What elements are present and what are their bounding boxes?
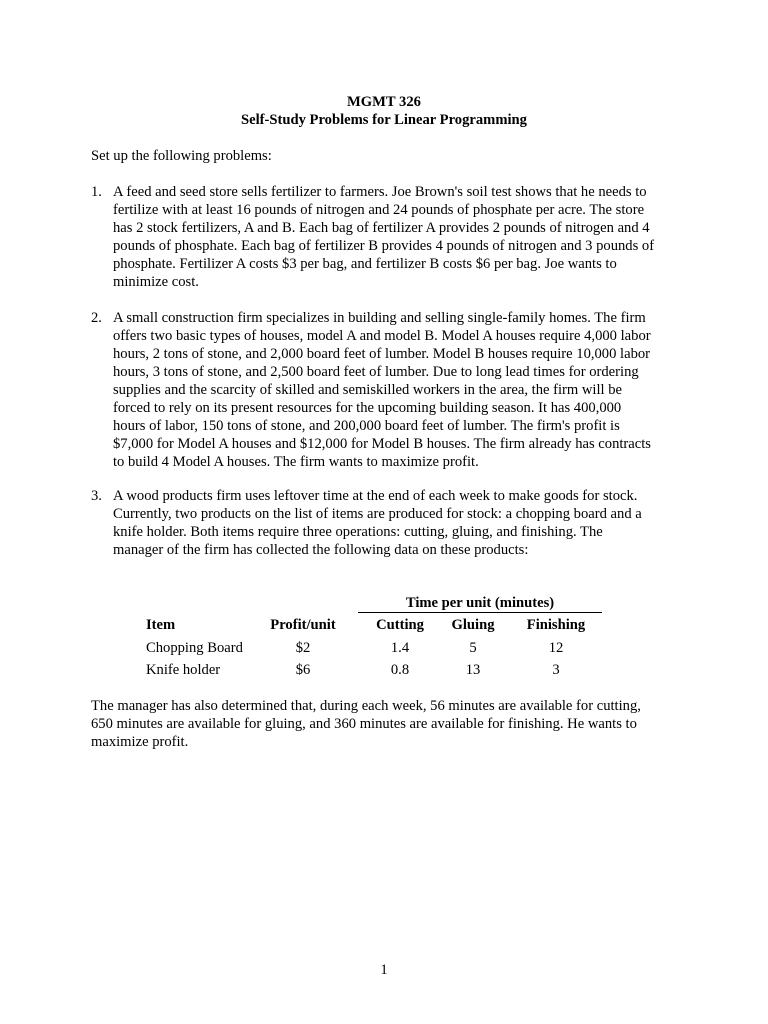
text-line: hours, 3 tons of stone, and 2,500 board feet of lumber. Due to long lead times for ordering (113, 364, 639, 380)
text-line: 650 minutes are available for gluing, and 360 minutes are available for finishing. He wants to (91, 716, 637, 732)
table-cell-gluing: 5 (469, 640, 477, 656)
column-header-cutting: Cutting (376, 617, 424, 633)
problem-1 (91, 183, 691, 291)
text-line: forced to rely on its present resources for the upcoming building season. It has 400,000 (113, 400, 622, 416)
problem-number: 2. (91, 310, 102, 326)
text-line: The manager has also determined that, during each week, 56 minutes are available for cutting, (91, 698, 641, 714)
text-line: Currently, two products on the list of items are produced for stock: a chopping board and a (113, 506, 642, 522)
text-line: A wood products firm uses leftover time at the end of each week to make goods for stock. (113, 488, 638, 504)
text-line: minimize cost. (113, 274, 199, 290)
column-header-profit: Profit/unit (270, 617, 336, 633)
document-title: Self-Study Problems for Linear Programming (241, 112, 527, 128)
text-line: offers two basic types of houses, model A and model B. Model A houses require 4,000 labor (113, 328, 651, 344)
text-line: A small construction firm specializes in building and selling single-family homes. The firm (113, 310, 646, 326)
column-header-gluing: Gluing (451, 617, 495, 633)
table-cell-cutting: 1.4 (390, 640, 410, 656)
problem-body (113, 487, 683, 559)
problem-body (113, 309, 683, 471)
column-header-finishing: Finishing (526, 617, 586, 633)
table-cell-item: Chopping Board (146, 640, 243, 656)
text-line: hours of labor, 150 tons of stone, and 200,000 board feet of lumber. The firm's profit is (113, 418, 620, 434)
problem-number: 1. (91, 184, 102, 200)
table-cell-profit: $6 (295, 662, 311, 678)
text-line: $7,000 for Model A houses and $12,000 for Model B houses. The firm already has contracts (113, 436, 651, 452)
text-line: supplies and the scarcity of skilled and semiskilled workers in the area, the firm will be (113, 382, 623, 398)
table-cell-finishing: 3 (552, 662, 560, 678)
problem-body (113, 183, 683, 291)
table-cell-gluing: 13 (465, 662, 481, 678)
table-cell-profit: $2 (295, 640, 311, 656)
text-line: has 2 stock fertilizers, A and B. Each bag of fertilizer A provides 2 pounds of nitrogen and 4 (113, 220, 650, 236)
problem-2 (91, 309, 691, 471)
text-line: to build 4 Model A houses. The firm wants to maximize profit. (113, 454, 479, 470)
text-line: A feed and seed store sells fertilizer to farmers. Joe Brown's soil test shows that he needs to (113, 184, 647, 200)
problem-3 (91, 487, 691, 559)
text-line: maximize profit. (91, 734, 189, 750)
product-data-table (146, 594, 606, 684)
problem-number: 3. (91, 488, 102, 504)
table-cell-item: Knife holder (146, 662, 221, 678)
text-line: knife holder. Both items require three operations: cutting, gluing, and finishing. The (113, 524, 603, 540)
course-title: MGMT 326 (347, 94, 421, 110)
text-line: hours, 2 tons of stone, and 2,000 board feet of lumber. Model B houses require 10,000 labor (113, 346, 651, 362)
intro-text: Set up the following problems: (91, 148, 272, 164)
time-per-unit-header: Time per unit (minutes) (358, 594, 602, 613)
text-line: manager of the firm has collected the following data on these products: (113, 542, 529, 558)
text-line: fertilize with at least 16 pounds of nitrogen and 24 pounds of phosphate per acre. The store (113, 202, 645, 218)
table-cell-cutting: 0.8 (390, 662, 410, 678)
page-number: 1 (380, 962, 388, 978)
table-cell-finishing: 12 (548, 640, 564, 656)
closing-paragraph (91, 697, 691, 751)
text-line: pounds of phosphate. Each bag of fertilizer B provides 4 pounds of nitrogen and 3 pounds of (113, 238, 655, 254)
column-header-item: Item (146, 617, 176, 633)
text-line: phosphate. Fertilizer A costs $3 per bag, and fertilizer B costs $6 per bag. Joe wants to (113, 256, 617, 272)
